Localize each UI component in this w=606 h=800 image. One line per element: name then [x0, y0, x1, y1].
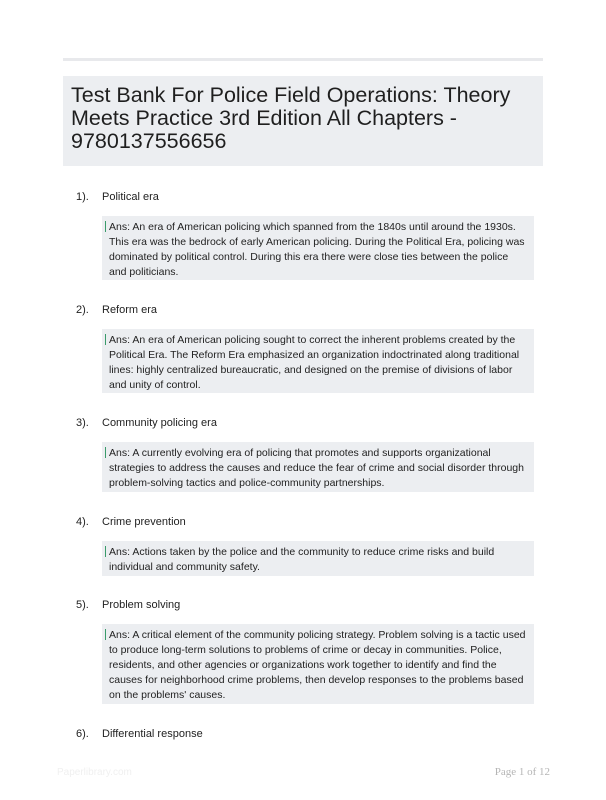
footer-watermark: Paperlibrary.com [57, 767, 132, 778]
answer-text: Ans: A critical element of the community policing strategy. Problem solving is a tactic used to produce long-term solutions to problems of crime or decay in communities. Police, residents, and other agencies or organizations work together to identify and find the causes for neighborhood crime problems, then develop responses to the problems based on the problems' causes. [109, 629, 526, 701]
question-term: Reform era [102, 304, 158, 316]
title-block [63, 76, 543, 166]
question-term: Community policing era [102, 417, 217, 429]
page-indicator: Page 1 of 12 [494, 766, 550, 778]
top-divider [63, 58, 543, 61]
question-term: Political era [102, 191, 159, 203]
answer-marker [105, 447, 106, 458]
answer-box [102, 541, 534, 576]
answer-marker [105, 546, 106, 557]
answer-box [102, 624, 534, 704]
question-number: 2). [76, 304, 89, 316]
answer-marker [105, 334, 106, 345]
answer-text: Ans: A currently evolving era of policing that promotes and supports organizational strategies to address the causes and reduce the fear of crime and social disorder through problem-solving tactics and police-community partnerships. [109, 447, 524, 489]
question-number: 5). [76, 599, 89, 611]
question-number: 4). [76, 516, 89, 528]
answer-marker [105, 221, 106, 232]
question-number: 3). [76, 417, 89, 429]
answer-marker [105, 629, 106, 640]
answer-text: Ans: An era of American policing which spanned from the 1840s until around the 1930s. This era was the bedrock of early American policing. During the Political Era, policing was dominated by political control. During this era there were close ties between the police and politicians. [109, 221, 525, 278]
question-number: 1). [76, 191, 89, 203]
question-number: 6). [76, 728, 89, 740]
question-term: Crime prevention [102, 516, 186, 528]
answer-text: Ans: Actions taken by the police and the community to reduce crime risks and build individual and community safety. [109, 546, 495, 573]
answer-box [102, 442, 534, 492]
answer-box [102, 329, 534, 393]
question-term: Problem solving [102, 599, 181, 611]
question-term: Differential response [102, 728, 203, 740]
answer-text: Ans: An era of American policing sought to correct the inherent problems created by the Political Era. The Reform Era emphasized an organization indoctrinated along traditional lines: highly centralized bureaucratic, and designed on the premise of divisions of labor and unity of control. [109, 334, 520, 391]
answer-box [102, 216, 534, 280]
document-title: Test Bank For Police Field Operations: Theory Meets Practice 3rd Edition All Chapters - 9780137556656 [71, 83, 511, 153]
